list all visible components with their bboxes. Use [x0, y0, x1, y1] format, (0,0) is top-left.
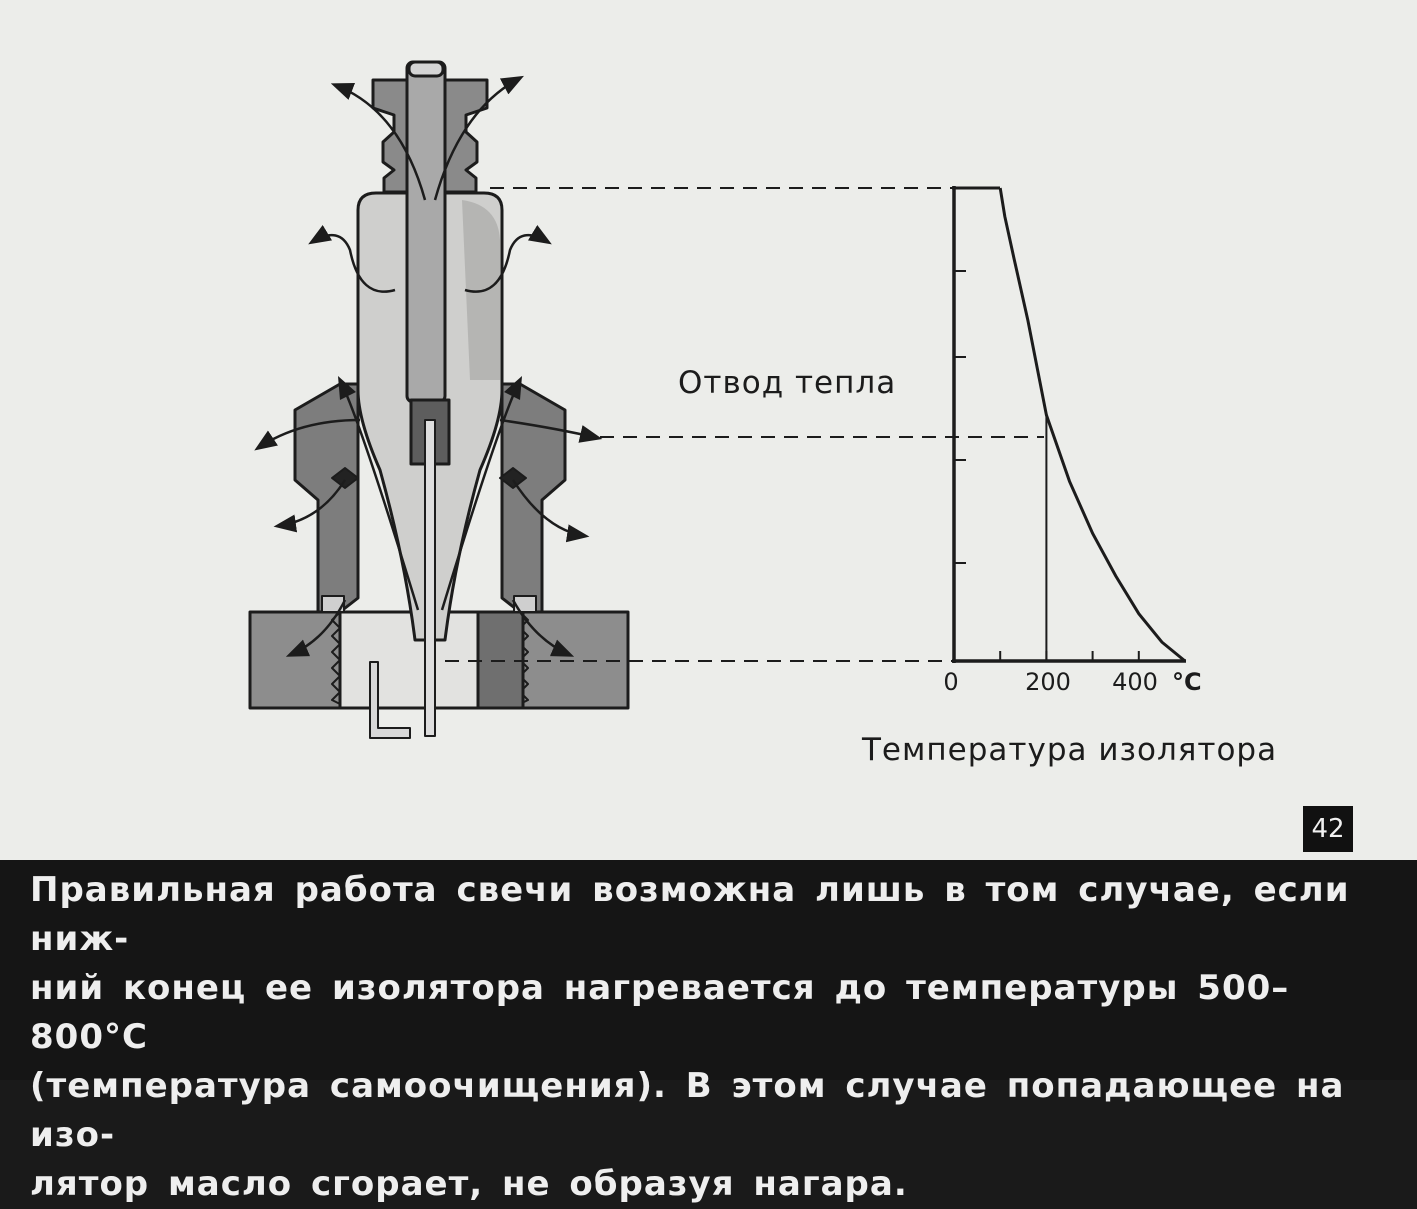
- x-tick-label-200: 200: [1025, 668, 1071, 696]
- shell-left: [295, 384, 358, 612]
- caption-line-2: ний конец ее изолятора нагревается до температуры 500–800°С: [30, 968, 1290, 1057]
- y-ticks: [954, 271, 966, 563]
- caption-text: [30, 866, 1370, 1209]
- caption-line-4: лятор масло сгорает, не образуя нагара.: [30, 1164, 908, 1204]
- x-unit-label: °C: [1172, 668, 1202, 696]
- shell-right: [502, 384, 565, 612]
- caption-line-1: Правильная работа свечи возможна лишь в том случае, если ниж-: [30, 870, 1350, 959]
- temperature-chart: [678, 186, 1277, 768]
- x-axis-label: Температура изолятора: [862, 732, 1278, 768]
- x-tick-label-0: 0: [943, 668, 959, 696]
- heat-curve-series: [1000, 188, 1185, 661]
- y-axis-label: Отвод тепла: [678, 365, 897, 401]
- caption-bar: [0, 860, 1417, 1204]
- caption-line-3: (температура самоочищения). В этом случае попадающее на изо-: [30, 1066, 1345, 1155]
- spark-plug-illustration: [250, 62, 628, 738]
- terminal-rod: [407, 62, 445, 402]
- page-number: 42: [1303, 806, 1353, 852]
- x-tick-label-400: 400: [1112, 668, 1158, 696]
